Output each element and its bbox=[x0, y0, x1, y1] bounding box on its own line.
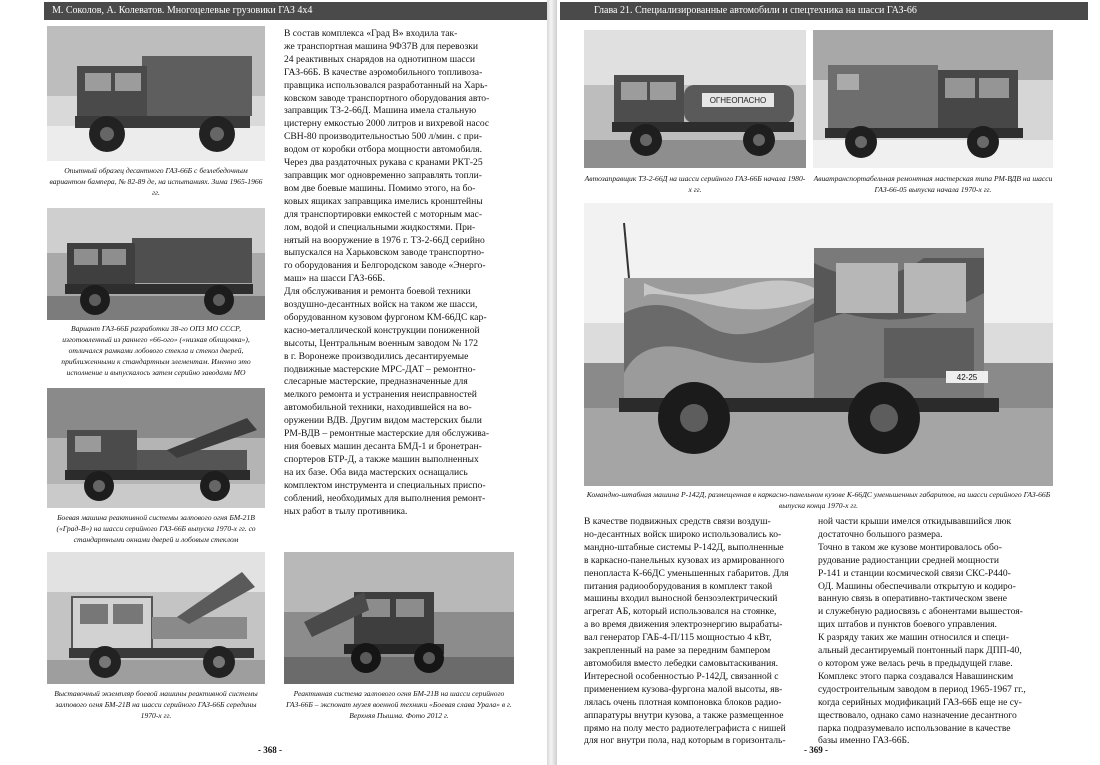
right-col2-line: ществовало, однако само назначение десантного bbox=[818, 709, 1017, 721]
left-body-line: комплектом инструмента и специальных приспо- bbox=[284, 479, 486, 491]
left-body-line: заправщик мог одновременно заправлять топли- bbox=[284, 169, 482, 181]
left-body-line: для транспортировки емкостей с моторным мас- bbox=[284, 208, 483, 220]
caption-photo-command: Командно-штабная машина Р-142Д, размещенная в каркасно-панельном кузове К-66ДС уменьшенных габаритов, на шасси серийного ГАЗ-66Б выпуска конца 1970-х гг. bbox=[586, 490, 1051, 510]
left-body-text bbox=[284, 28, 510, 518]
right-col1-line: пенопласта К-66ДС уменьшенных габаритов. Для bbox=[584, 567, 789, 579]
photo-tz-2-66d-tanker bbox=[584, 30, 806, 168]
truck-photo-field bbox=[47, 208, 265, 320]
left-body-line: 24 реактивных снарядов на однотипном шасси bbox=[284, 53, 476, 65]
left-body-line: водом от коробки отбора мощности автомобиля. bbox=[284, 144, 482, 156]
photo-rm-vdv-workshop bbox=[813, 30, 1053, 168]
right-col1-line: прямо на полу место радиотелеграфиста с нишей bbox=[584, 722, 786, 734]
right-col2-line: парка подразумевало использование в качестве bbox=[818, 722, 1011, 734]
right-col1-line: питания радиооборудования в комплект такой bbox=[584, 580, 773, 592]
caption-photo-1: Опытный образец десантного ГАЗ-66Б с безлебедочным вариантом бампера, № 82-89 де, на испытаниях. Зима 1965-1966 гг. bbox=[49, 166, 263, 197]
photo-bm21v-museum bbox=[284, 552, 514, 684]
right-col2-line: достаточно большого размера. bbox=[818, 528, 943, 540]
right-col1-line: аппаратуры внутри кузова, а также размещенное bbox=[584, 709, 784, 721]
right-col2-line: ванную связь в оперативно-тактическом звене bbox=[818, 593, 1008, 605]
left-body-line: ковых ящиках заправщика имелись кронштейны bbox=[284, 195, 483, 207]
right-col1-line: В качестве подвижных средств связи воздуш- bbox=[584, 516, 771, 527]
left-body-line: мелкого ремонта и устранения неисправностей bbox=[284, 389, 477, 401]
left-body-line: же транспортная машина 9Ф37В для перевозки bbox=[284, 40, 479, 52]
left-page bbox=[0, 0, 548, 765]
left-body-line: высоты, Центральным военным заводом № 172 bbox=[284, 337, 479, 349]
truck-photo-winter bbox=[47, 26, 265, 161]
right-col1-line: автомобиля вместо лебедки самовытаскивания. bbox=[584, 657, 779, 669]
right-col1-line: лялась очень плотная компоновка блоков радио- bbox=[584, 696, 782, 708]
right-col1-line: применением кузова-фургона малой высоты, яв- bbox=[584, 683, 783, 695]
left-body-line: го оборудования и Белгородском заводе «Энерго- bbox=[284, 260, 486, 272]
right-col1-line: в каркасно-панельных кузовах из армированного bbox=[584, 554, 785, 566]
right-col1-line: для ног внутри пола, над которым в горизонталь- bbox=[584, 735, 786, 747]
photo-bm21v-exhibition bbox=[47, 552, 265, 684]
tanker-truck-photo bbox=[584, 30, 806, 168]
rocket-launcher-photo bbox=[47, 388, 265, 508]
left-body-line: на их базе. Оба вида мастерских оснащались bbox=[284, 466, 468, 478]
left-body-line: ГАЗ-66Б. В качестве аэромобильного топливоза- bbox=[284, 66, 483, 78]
right-col1-line: мандно-штабные системы Р-142Д, выполненные bbox=[584, 541, 784, 553]
left-running-header: М. Соколов, А. Колеватов. Многоцелевые грузовики ГАЗ 4х4 bbox=[44, 2, 548, 20]
left-body-line: слесарные мастерские, предназначенные для bbox=[284, 376, 468, 388]
right-col2-line: базы именно ГАЗ-66Б. bbox=[818, 735, 910, 747]
exhibition-truck-photo bbox=[47, 552, 265, 684]
right-col2-line: судостроительным заводом в период 1965-1967 гг., bbox=[818, 683, 1026, 695]
caption-photo-tanker: Автозаправщик ТЗ-2-66Д на шасси серийного ГАЗ-66Б начала 1980-х гг. bbox=[584, 174, 806, 194]
right-col1-line: но-десантных войск широко использовались ко- bbox=[584, 528, 782, 540]
photo-gaz66b-prototype bbox=[47, 26, 265, 161]
left-body-line: выпускался на Харьковском заводе транспортно- bbox=[284, 247, 485, 259]
left-body-line: ных работ в тылу противника. bbox=[284, 505, 408, 517]
tanker-sign: ОГНЕОПАСНО bbox=[709, 96, 767, 105]
left-body-line: оружении ВДВ. Другим видом мастерских были bbox=[284, 415, 482, 427]
left-body-line: оборудованном кузовом фургоном КМ-66ДС кар- bbox=[284, 311, 487, 323]
left-body-line: соблений, необходимых для выполнения ремонт- bbox=[284, 492, 486, 504]
left-body-line: касно-металлической конструкции пониженной bbox=[284, 324, 480, 336]
left-body-line: заправщик ТЗ-2-66Д. Машина имела стальную bbox=[284, 105, 477, 117]
right-col1-line: машины входил выносной бензоэлектрический bbox=[584, 593, 778, 605]
photo-r-142d-command bbox=[584, 203, 1053, 486]
museum-truck-photo bbox=[284, 552, 514, 684]
left-body-line: автомобильной техники, находившейся на во- bbox=[284, 402, 472, 414]
caption-photo-3: Боевая машина реактивной системы залпового огня БМ-21В («Град-В») на шасси серийного ГАЗ-66Б выпуска 1970-х гг. со стандартными окнами дверей и лобовым стеклом bbox=[56, 513, 256, 544]
right-col2-line: когда серийных модификаций ГАЗ-66Б еще не су- bbox=[818, 696, 1022, 708]
right-col2-line: щих штабов и пунктов боевого управления. bbox=[818, 619, 997, 631]
right-col2-line: ОД. Машины обеспечивали открытую и кодиро- bbox=[818, 580, 1016, 592]
right-col2-line: К разряду таких же машин относился и специ- bbox=[818, 632, 1009, 644]
left-body-line: ния боевых машин десанта БМД-1 и бронетран- bbox=[284, 441, 482, 452]
left-body-line: Через два раздаточных рукава с кранами РКТ-25 bbox=[284, 157, 483, 169]
right-col1-line: закрепленный на раме за передним бампером bbox=[584, 645, 771, 657]
workshop-truck-photo bbox=[813, 30, 1053, 168]
photo-bm21v-grad bbox=[47, 388, 265, 508]
left-body-line: правщика использовался разработанный на Харь- bbox=[284, 79, 488, 91]
photo-gaz66b-38-opz bbox=[47, 208, 265, 320]
left-body-line: лом, водой и специальными жидкостями. При- bbox=[284, 221, 476, 233]
right-col2-line: Комплекс этого парка создавался Навашинским bbox=[818, 670, 1014, 682]
right-page-number: - 369 - bbox=[804, 745, 828, 755]
left-body-line: В состав комплекса «Град В» входила так- bbox=[284, 28, 458, 39]
right-col1-line: агрегат АБ, который использовался на стоянке, bbox=[584, 606, 777, 618]
caption-photo-4: Выставочный экземпляр боевой машины реактивной системы залпового огня БМ-21В на шасси серийного ГАЗ-66Б середины 1970-х гг. bbox=[54, 689, 258, 720]
right-col2-line: о котором уже велась речь в предыдущей главе. bbox=[818, 657, 1013, 669]
right-col2-line: альный десантируемый понтонный парк ДПП-40, bbox=[818, 645, 1022, 657]
command-vehicle-photo bbox=[584, 203, 1053, 486]
right-col1-line: Интересной особенностью Р-142Д, связанной с bbox=[584, 670, 779, 682]
right-col2-line: ной части крыши имелся откидывавшийся люк bbox=[818, 516, 1012, 527]
left-body-line: РМ-ВДВ – ремонтные мастерские для обслужива- bbox=[284, 428, 490, 440]
left-body-line: вом две боевые машины. Помимо этого, на бо- bbox=[284, 182, 476, 194]
left-body-line: СВН-80 производительностью 500 л/мин. с при- bbox=[284, 131, 483, 143]
left-body-line: ковском заводе транспортного оборудования авто- bbox=[284, 92, 490, 104]
right-body-col2 bbox=[818, 516, 1054, 748]
left-body-line: подвижные мастерские МРС-ДАТ – ремонтно- bbox=[284, 363, 476, 375]
right-col1-line: вал генератор ГАБ-4-П/115 мощностью 4 кВт, bbox=[584, 632, 772, 644]
left-body-line: маш» на шасси ГАЗ-66Б. bbox=[284, 273, 386, 285]
caption-photo-2: Вариант ГАЗ-66Б разработки 38-го ОПЗ МО СССР, изготовленный из раннего «66-ого» («низкая облицовка»), отличался рамками лобового стекла и стекол дверей, приближенными к стандартным элементам. Именно это исполнение и выпускалось затем серийно заводами МО bbox=[61, 324, 251, 377]
right-col2-line: Р-141 и станции космической связи СКС-Р440- bbox=[818, 567, 1011, 579]
right-body-col1 bbox=[584, 516, 810, 748]
right-col2-line: и служебную радиосвязь с абонентами вышестоя- bbox=[818, 606, 1023, 618]
right-col2-line: рудование радиостанции средней мощности bbox=[818, 554, 999, 566]
right-running-header: Глава 21. Специализированные автомобили и спецтехника на шасси ГАЗ-66 bbox=[560, 2, 1088, 20]
left-body-line: Для обслуживания и ремонта боевой техники bbox=[284, 286, 471, 298]
left-body-line: цистерну емкостью 2000 литров и вихревой насос bbox=[284, 118, 490, 130]
caption-photo-workshop: Авиатранспортабельная ремонтная мастерская типа РМ-ВДВ на шасси ГАЗ-66-05 выпуска начала 1970-х гг. bbox=[813, 174, 1053, 194]
right-col2-line: Точно в таком же кузове монтировалось обо- bbox=[818, 541, 1002, 553]
left-body-line: спортеров БТР-Д, а также машин выполненных bbox=[284, 453, 479, 465]
right-page bbox=[556, 0, 1100, 765]
left-page-number: - 368 - bbox=[258, 745, 282, 755]
right-col1-line: а во время движения электроэнергию вырабаты- bbox=[584, 619, 783, 631]
left-body-line: в г. Воронеже производились десантируемые bbox=[284, 350, 469, 362]
left-body-line: воздушно-десантных войск на таком же шасси, bbox=[284, 299, 478, 311]
license-plate: 42-25 bbox=[956, 373, 978, 382]
caption-photo-5: Реактивная система залпового огня БМ-21В на шасси серийного ГАЗ-66Б – экспонат музея военной техники «Боевая слава Урала» в г. Верхняя Пышма. Фото 2012 г. bbox=[286, 689, 512, 720]
left-body-line: нятый на вооружение в 1976 г. ТЗ-2-66Д серийно bbox=[284, 234, 485, 246]
